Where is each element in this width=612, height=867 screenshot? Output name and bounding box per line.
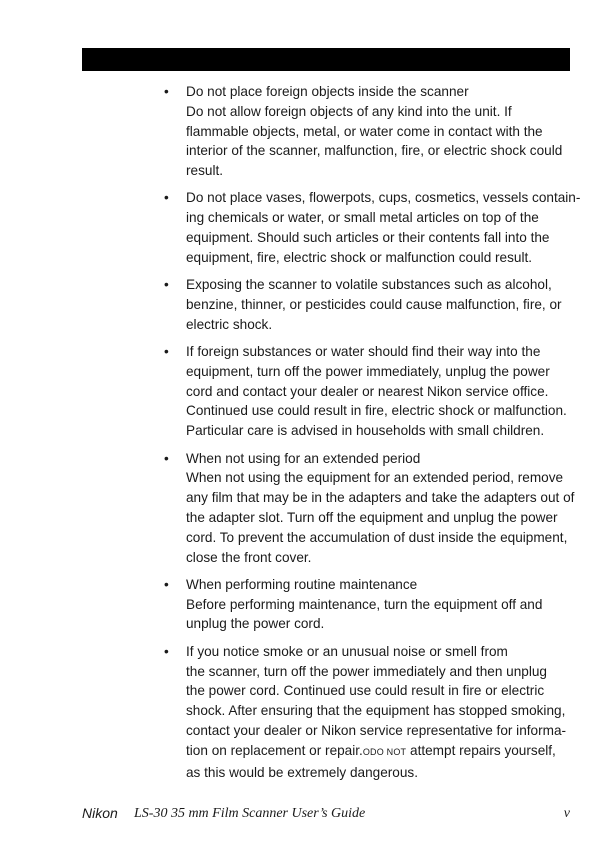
item-text-line: Do not place vases, flowerpots, cups, cosmetics, vessels contain-	[186, 190, 581, 206]
item-text-line: cord and contact your dealer or nearest Nikon service office.	[186, 383, 549, 399]
list-item	[164, 642, 612, 783]
item-text-line: result.	[186, 163, 224, 179]
item-text-line: contact your dealer or Nikon service representative for informa-	[186, 722, 567, 738]
item-text-line-mixed	[186, 741, 612, 763]
item-text-line: flammable objects, metal, or water come in contact with the	[186, 123, 543, 139]
item-text-line: equipment. Should such articles or their contents fall into the	[186, 230, 550, 246]
bullet: •	[164, 576, 169, 592]
footer-title: LS-30 35 mm Film Scanner User’s Guide	[134, 806, 366, 821]
item-text-line: equipment, fire, electric shock or malfunction could result.	[186, 249, 533, 265]
item-text-line: When not using the equipment for an extended period, remove	[186, 470, 564, 486]
list-item	[164, 275, 612, 334]
item-text-line: cord. To prevent the accumulation of dust inside the equipment,	[186, 529, 568, 545]
item-text-line: If foreign substances or water should find their way into the	[186, 344, 541, 360]
page-footer	[82, 805, 570, 825]
item-text-line: the adapter slot. Turn off the equipment and unplug the power	[186, 509, 558, 525]
list-item	[164, 575, 612, 634]
item-text-line: any film that may be in the adapters and take the adapters out of	[186, 490, 575, 506]
item-heading: When not using for an extended period	[186, 450, 421, 466]
bullet: •	[164, 344, 169, 360]
item-text-line: Continued use could result in fire, electric shock or malfunction.	[186, 403, 567, 419]
item-text-fragment: attempt repairs yourself,	[406, 742, 556, 758]
item-text-line: Particular care is advised in households with small children.	[186, 423, 545, 439]
small-caps-fragment: ODO NOT	[362, 746, 407, 757]
item-text-line: close the front cover.	[186, 549, 312, 565]
bullet: •	[164, 190, 169, 206]
item-text-line: ing chemicals or water, or small metal articles on top of the	[186, 210, 539, 226]
safety-list	[164, 82, 612, 790]
item-text-line: Exposing the scanner to volatile substances such as alcohol,	[186, 277, 552, 293]
item-heading: Do not place foreign objects inside the scanner	[186, 84, 469, 99]
list-item	[164, 188, 612, 267]
list-item	[164, 449, 612, 568]
list-item	[164, 342, 612, 441]
header-bar	[82, 48, 570, 71]
item-text-line: benzine, thinner, or pesticides could cause malfunction, fire, or	[186, 296, 562, 312]
item-heading: When performing routine maintenance	[186, 576, 418, 592]
item-text-line: the power cord. Continued use could result in fire or electric	[186, 683, 545, 699]
item-text-line: the scanner, turn off the power immediately and then unplug	[186, 663, 547, 679]
item-text-line: electric shock.	[186, 316, 273, 332]
item-text-line: If you notice smoke or an unusual noise or smell from	[186, 643, 508, 659]
item-text-line: shock. After ensuring that the equipment has stopped smoking,	[186, 703, 566, 719]
footer-brand: Nikon	[82, 805, 118, 821]
item-text-line: interior of the scanner, malfunction, fire, or electric shock could	[186, 143, 563, 159]
list-item	[164, 82, 612, 181]
item-text-line: unplug the power cord.	[186, 616, 325, 632]
item-text-line: Before performing maintenance, turn the equipment off and	[186, 596, 543, 612]
item-text-fragment: tion on replacement or repair.	[186, 742, 363, 758]
bullet: •	[164, 277, 169, 293]
item-text-line: equipment, turn off the power immediately, unplug the power	[186, 363, 550, 379]
bullet: •	[164, 643, 169, 659]
page-number: v	[563, 806, 570, 821]
bullet: •	[164, 450, 169, 466]
item-text-line: as this would be extremely dangerous.	[186, 764, 418, 780]
item-text-line: Do not allow foreign objects of any kind into the unit. If	[186, 103, 512, 119]
bullet: •	[164, 84, 169, 99]
